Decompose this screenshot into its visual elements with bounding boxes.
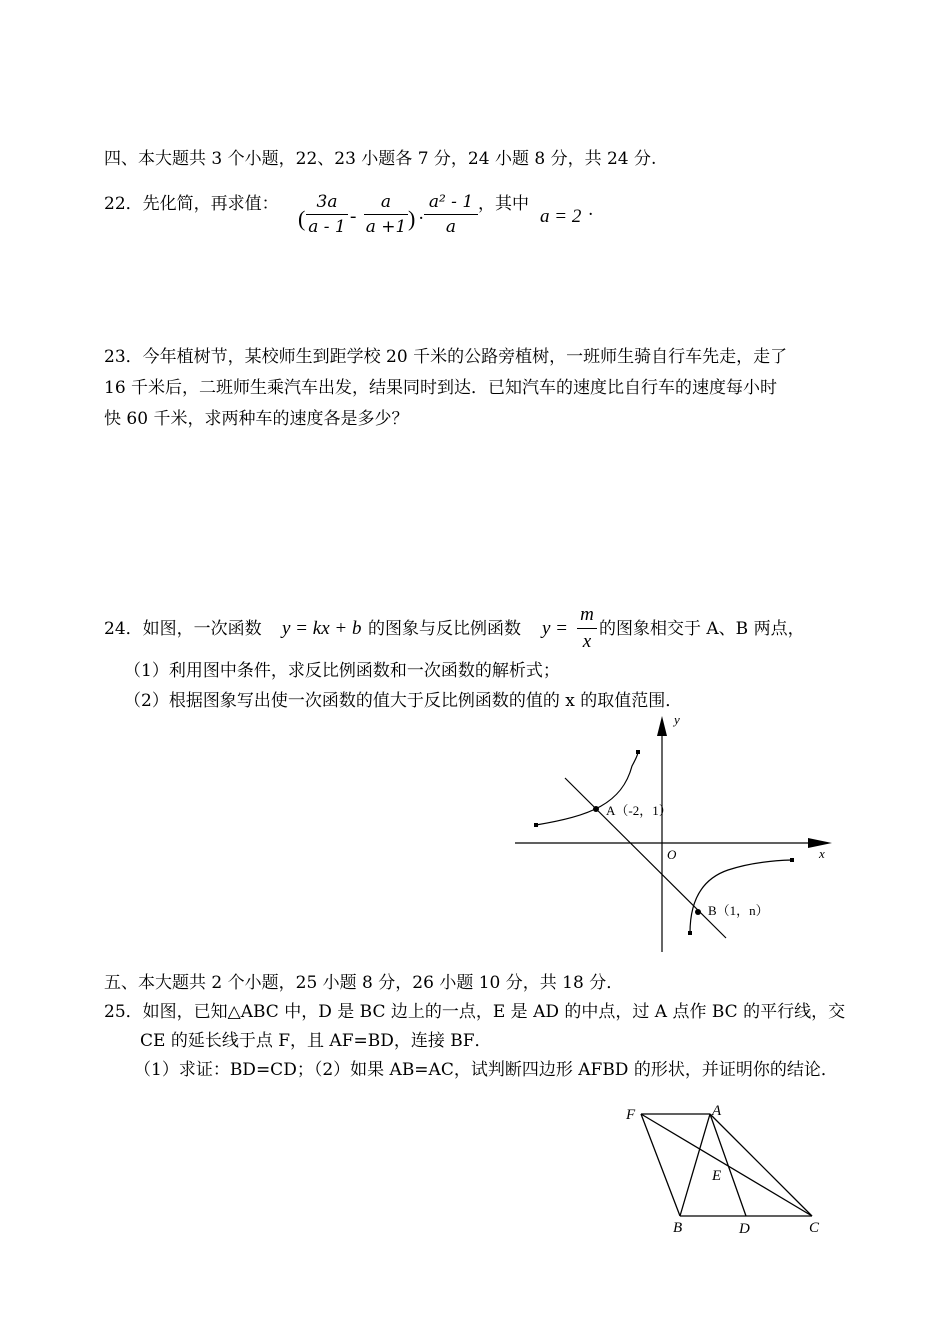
segment-fb <box>641 1114 680 1216</box>
q25-line-3: （1）求证：BD=CD；（2）如果 AB=AC，试判断四边形 AFBD 的形状，并证明你的结论． <box>134 1060 838 1080</box>
point-b-marker <box>695 909 701 915</box>
fraction-3-denominator: a <box>445 217 457 237</box>
point-a-marker <box>593 806 599 812</box>
q25-line-2: CE 的延长线于点 F，且 AF=BD，连接 BF． <box>140 1031 492 1051</box>
branch-endpoint <box>534 823 538 827</box>
fraction-2 <box>364 192 408 237</box>
point-b-label: B（1，n） <box>708 903 769 918</box>
q24-suffix: 的图象相交于 A、B 两点， <box>599 619 805 639</box>
linear-function-line <box>565 778 726 938</box>
branch-endpoint <box>688 931 692 935</box>
q23-line-2: 16 千米后，二班师生乘汽车出发，结果同时到达．已知汽车的速度比自行车的速度每小时 <box>104 378 778 398</box>
q24-part-2: （2）根据图象写出使一次函数的值大于反比例函数的值的 x 的取值范围． <box>124 691 683 711</box>
fraction-3 <box>424 192 478 237</box>
q24-mid: 的图象与反比例函数 <box>368 619 521 639</box>
section4-heading: 四、本大题共 3 个小题，22、23 小题各 7 分，24 小题 8 分，共 24 分. <box>104 149 657 169</box>
dot-operator: · <box>418 208 425 229</box>
q23-line-1: 23．今年植树节，某校师生到距学校 20 千米的公路旁植树，一班师生骑自行车先走，走了 <box>104 347 788 367</box>
fraction-1-numerator: 3a <box>316 192 338 212</box>
y-axis-arrow-icon <box>657 716 667 736</box>
q24-linear-function: y = kx + b <box>282 618 362 639</box>
section5-heading: 五、本大题共 2 个小题，25 小题 8 分，26 小题 10 分，共 18 分． <box>104 973 624 993</box>
q24-inverse-lhs: y = <box>542 618 569 639</box>
q24-inverse-fraction <box>577 604 597 653</box>
q24-part-1: （1）利用图中条件，求反比例函数和一次函数的解析式； <box>124 661 560 681</box>
q24-function-graph <box>510 708 850 958</box>
y-axis-label: y <box>674 712 680 727</box>
label-c: C <box>809 1220 820 1236</box>
label-b: B <box>673 1220 683 1236</box>
q23-line-3: 快 60 千米，求两种车的速度各是多少？ <box>104 409 409 429</box>
open-paren: ( <box>298 206 306 231</box>
fraction-1 <box>306 192 348 237</box>
q24-inverse-denominator: x <box>582 631 592 652</box>
q25-geometry-figure <box>615 1098 830 1238</box>
segment-ad <box>710 1114 746 1216</box>
hyperbola-branch-lower-right <box>690 860 792 933</box>
q22-prefix: 22．先化简，再求值： <box>104 194 279 214</box>
close-paren: ) <box>408 206 416 231</box>
point-a-label: A（-2，1） <box>606 803 672 818</box>
label-e: E <box>712 1168 722 1184</box>
q22-end: . <box>588 200 594 220</box>
q24-inverse-numerator: m <box>580 604 594 625</box>
label-d: D <box>739 1221 750 1237</box>
origin-label: O <box>667 847 677 862</box>
minus-sign: - <box>350 206 357 227</box>
segment-fc <box>641 1114 812 1216</box>
q22-where: ，其中 <box>478 194 529 214</box>
segment-ab <box>680 1114 710 1216</box>
q24-prefix: 24．如图，一次函数 <box>104 619 262 639</box>
label-f: F <box>626 1107 636 1123</box>
x-axis-label: x <box>819 846 825 861</box>
fraction-2-numerator: a <box>380 192 392 212</box>
q22-condition: a = 2 <box>540 206 582 227</box>
fraction-1-denominator: a - 1 <box>308 217 346 237</box>
branch-endpoint <box>790 858 794 862</box>
fraction-2-denominator: a +1 <box>365 217 407 237</box>
label-a: A <box>712 1103 722 1119</box>
branch-endpoint <box>636 750 640 754</box>
q25-line-1: 25．如图，已知△ABC 中，D 是 BC 边上的一点，E 是 AD 的中点，过 A 点作 BC 的平行线，交 <box>104 1002 846 1022</box>
fraction-3-numerator: a² - 1 <box>428 192 474 212</box>
